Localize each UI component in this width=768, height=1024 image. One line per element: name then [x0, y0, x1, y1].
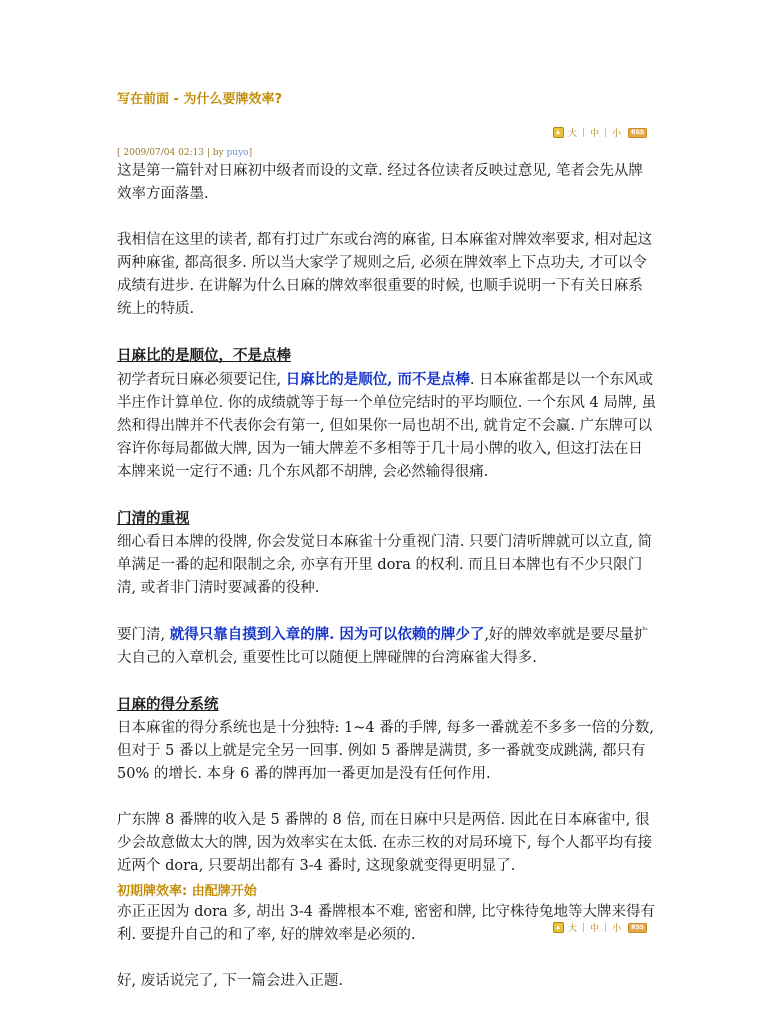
text: ,好的牌效率就是要尽量扩大自己的入章机会, 重要性比可以随便上牌碰牌的台湾麻雀大得多.: [117, 627, 649, 666]
section-rank: [117, 344, 657, 484]
post-title[interactable]: 写在前面 - 为什么要牌效率?: [117, 92, 282, 107]
text: 要门清,: [117, 627, 170, 643]
paragraph: 广东牌 8 番牌的收入是 5 番牌的 8 倍, 而在日麻中只是两倍. 因此在日本麻雀中, 很少会故意做太大的牌, 因为效率实在太低. 在赤三枚的对局环境下, 每个人都平均有接近两个 dora, 只要胡出都有 3-4 番时, 这现象就变得更明显了.: [117, 812, 653, 874]
font-small-link[interactable]: 小: [612, 129, 622, 139]
font-large-link[interactable]: 大: [568, 924, 578, 934]
section-heading: 日麻的得分系统: [117, 696, 219, 713]
section-scoring: [117, 693, 657, 786]
text: 细心看日本牌的役牌, 你会发觉日本麻雀十分重视门清. 只要门清听牌就可以立直, 简单满足一番的起和限制之余, 亦享有开里 dora 的权利. 而且日本牌也有不少只限门清, 或者非门清时要减番的役种.: [117, 534, 653, 596]
meta-bracket: ]: [248, 148, 253, 158]
section-heading: 门清的重视: [117, 510, 190, 527]
section-menzen: [117, 507, 657, 600]
font-small-link[interactable]: 小: [612, 924, 622, 934]
scroll-top-icon[interactable]: [553, 922, 564, 933]
paragraph: 我相信在这里的读者, 都有打过广东或台湾的麻雀, 日本麻雀对牌效率要求, 相对起这两种麻雀, 都高很多. 所以当大家学了规则之后, 必须在牌效率上下点功夫, 才可以令成绩有进步. 在讲解为什么日麻的牌效率很重要的时候, 也顺手说明一下有关日麻系统上的特质.: [117, 232, 653, 317]
font-size-control-bottom: [553, 921, 647, 934]
separator: |: [604, 127, 608, 138]
paragraph: 这是第一篇针对日麻初中级者而设的文章. 经过各位读者反映过意见, 笔者会先从牌效率方面落墨.: [117, 163, 643, 202]
highlight-text: 日麻比的是顺位, 而不是点棒: [285, 371, 470, 388]
separator: |: [604, 922, 608, 933]
text: 初学者玩日麻必须要记住,: [117, 372, 286, 388]
highlight-text: 就得只靠自摸到入章的牌. 因为可以依赖的牌少了: [169, 626, 485, 643]
paragraph: [117, 623, 657, 670]
scroll-top-icon[interactable]: [553, 127, 564, 138]
font-medium-link[interactable]: 中: [590, 924, 600, 934]
post-date: [ 2009/07/04 02:13 | by: [117, 148, 227, 158]
section-heading: 日麻比的是顺位，不是点棒: [117, 347, 291, 364]
rss-icon[interactable]: RSS: [628, 923, 647, 933]
post-meta: [117, 148, 252, 158]
text: . 日本麻雀都是以一个东风或半庄作计算单位. 你的成绩就等于每一个单位完结时的平均顺位. 一个东风 4 局牌, 虽然和得出牌并不代表你会有第一, 但如果你一局也胡不出, 就肯定不会赢. 广东牌可以容许你每局都做大牌, 因为一铺大牌差不多相等于几十局小牌的收入, 但这打法在日本牌来说一定行不通: 几个东风都不胡牌, 会必然输得很痛.: [117, 372, 657, 480]
text: 日本麻雀的得分系统也是十分独特: 1~4 番的手牌, 每多一番就差不多多一倍的分数, 但对于 5 番以上就是完全另一回事. 例如 5 番牌是满贯, 多一番就变成跳满, 都只有 50% 的增长. 本身 6 番的牌再加一番更加是没有任何作用.: [117, 720, 655, 782]
font-medium-link[interactable]: 中: [590, 129, 600, 139]
paragraph: 好, 废话说完了, 下一篇会进入正题.: [117, 973, 344, 989]
post-author-link[interactable]: puyo: [226, 148, 249, 158]
separator: |: [582, 127, 586, 138]
next-post-title[interactable]: 初期牌效率: 由配牌开始: [117, 884, 257, 899]
separator: |: [582, 922, 586, 933]
font-large-link[interactable]: 大: [568, 129, 578, 139]
rss-icon[interactable]: RSS: [628, 128, 647, 138]
paragraph: 亦正正因为 dora 多, 胡出 3-4 番牌根本不难, 密密和牌, 比守株待兔地等大牌来得有利. 要提升自己的和了率, 好的牌效率是必须的.: [117, 904, 656, 943]
font-size-control: [553, 126, 647, 139]
